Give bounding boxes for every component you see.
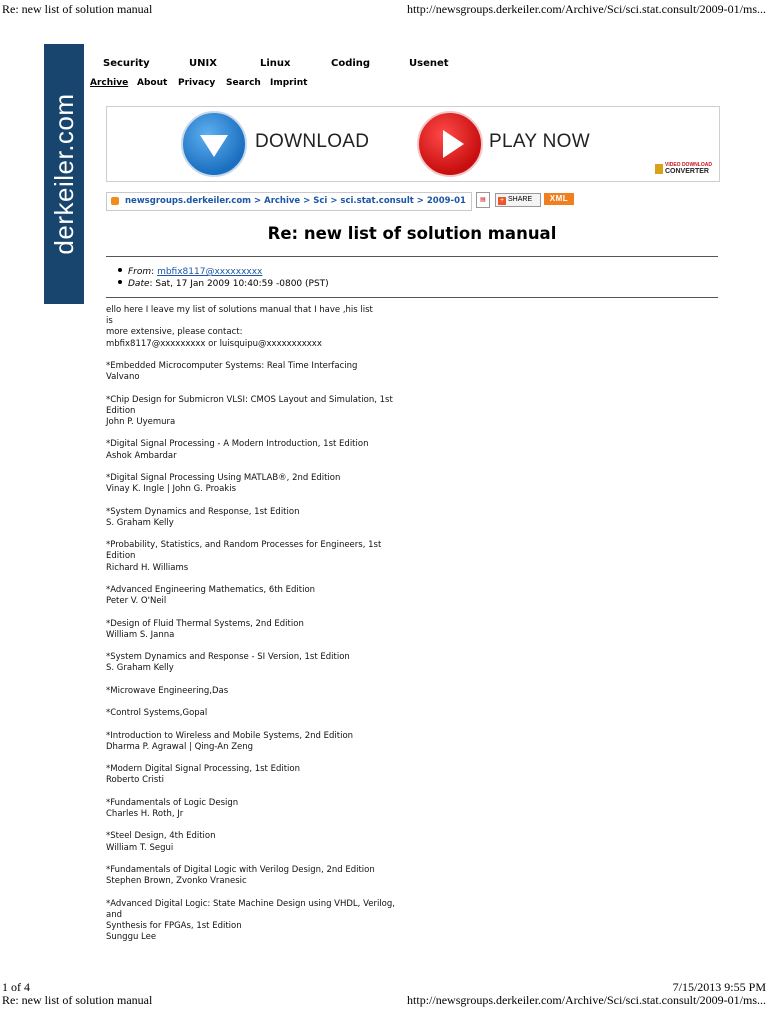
divider [106, 297, 718, 298]
download-arrow-icon[interactable] [181, 111, 247, 177]
from-email-link[interactable]: mbfix8117@xxxxxxxxx [157, 267, 263, 277]
play-icon[interactable] [417, 111, 483, 177]
plus-icon: + [499, 197, 505, 204]
list-item: *Embedded Microcomputer Systems: Real Time Interfacing Valvano [106, 361, 358, 383]
list-item: *Steel Design, 4th Edition William T. Segui [106, 831, 216, 853]
nav-usenet[interactable]: Usenet [409, 58, 449, 69]
print-footer [0, 980, 768, 1020]
subnav-imprint[interactable]: Imprint [270, 78, 308, 88]
list-item: *Fundamentals of Logic Design Charles H. Roth, Jr [106, 797, 239, 819]
list-item: *Chip Design for Submicron VLSI: CMOS Layout and Simulation, 1st Edition John P. Uyemura [106, 394, 393, 427]
print-footer-url: http://newsgroups.derkeiler.com/Archive/Sci/sci.stat.consult/2009-01/ms... [407, 993, 766, 1007]
site-logo-sidebar[interactable] [44, 44, 84, 304]
download-label[interactable]: DOWNLOAD [255, 131, 370, 152]
breadcrumb-group[interactable]: sci.stat.consult [340, 196, 414, 206]
meta-from: From: mbfix8117@xxxxxxxxx [118, 267, 262, 277]
subnav-archive[interactable]: Archive [90, 78, 129, 88]
subnav-search[interactable]: Search [226, 78, 261, 88]
pdf-icon[interactable]: ▤ [476, 192, 490, 208]
list-item: *Digital Signal Processing Using MATLAB®, 2nd Edition Vinay K. Ingle | John G. Proakis [106, 472, 341, 495]
site-logo-text: derkeiler.com [49, 93, 79, 255]
list-item: *System Dynamics and Response, 1st Edition S. Graham Kelly [106, 506, 300, 528]
list-item: *Control Systems,Gopal [106, 708, 208, 719]
page-title: Re: new list of solution manual [267, 224, 557, 243]
meta-date: Date: Sat, 17 Jan 2009 10:40:59 -0800 (PST) [118, 279, 329, 289]
list-item: *Modern Digital Signal Processing, 1st Edition Roberto Cristi [106, 764, 300, 786]
breadcrumb-month[interactable]: 2009-01 [426, 196, 466, 206]
list-item: *Introduction to Wireless and Mobile Systems, 2nd Edition Dharma P. Agrawal | Qing-An Zeng [106, 730, 354, 752]
breadcrumb-archive[interactable]: Archive [264, 196, 301, 206]
xml-feed-button[interactable]: XML [544, 193, 574, 205]
list-item: *Advanced Digital Logic: State Machine Design using VHDL, Verilog, and Synthesis for FPGAs, 1st Edition Sunggu Lee [106, 898, 395, 943]
subnav-about[interactable]: About [137, 78, 168, 88]
breadcrumb-sci[interactable]: Sci [313, 196, 328, 206]
list-item: *Advanced Engineering Mathematics, 6th Edition Peter V. O'Neil [106, 584, 316, 607]
nav-linux[interactable]: Linux [260, 58, 291, 69]
print-header [0, 2, 768, 18]
nav-unix[interactable]: UNIX [189, 58, 217, 69]
print-header-url: http://newsgroups.derkeiler.com/Archive/Sci/sci.stat.consult/2009-01/ms... [407, 2, 766, 16]
breadcrumb-home[interactable]: newsgroups.derkeiler.com [125, 196, 252, 206]
subnav-privacy[interactable]: Privacy [178, 78, 216, 88]
video-converter-logo: VIDEO DOWNLOAD CONVERTER [655, 162, 715, 176]
print-header-title: Re: new list of solution manual [2, 2, 153, 16]
rss-icon[interactable] [111, 197, 119, 205]
message-body [106, 305, 706, 955]
list-item: *Design of Fluid Thermal Systems, 2nd Edition William S. Janna [106, 618, 304, 640]
list-item: *Fundamentals of Digital Logic with Verilog Design, 2nd Edition Stephen Brown, Zvonko Vranesic [106, 864, 375, 887]
nav-coding[interactable]: Coding [331, 58, 371, 69]
ad-banner[interactable] [106, 106, 720, 182]
list-item: *Probability, Statistics, and Random Processes for Engineers, 1st Edition Richard H. Williams [106, 540, 382, 573]
date-value: Sat, 17 Jan 2009 10:40:59 -0800 (PST) [155, 279, 329, 289]
converter-badge-icon [655, 164, 663, 174]
list-item: *Digital Signal Processing - A Modern Introduction, 1st Edition Ashok Ambardar [106, 439, 369, 461]
print-footer-title: Re: new list of solution manual [2, 993, 153, 1007]
divider [106, 256, 718, 257]
list-item: *System Dynamics and Response - SI Version, 1st Edition S. Graham Kelly [106, 652, 350, 674]
print-datetime: 7/15/2013 9:55 PM [672, 980, 766, 994]
play-now-label[interactable]: PLAY NOW [489, 131, 590, 152]
nav-security[interactable]: Security [103, 58, 150, 69]
intro-paragraph: ello here I leave my list of solutions manual that I have ,his list is more extensive, please contact: mbfix8117@xxxxxxxxx or luisquipu@xxxxxxxxxxx [106, 305, 373, 349]
share-button[interactable]: + SHARE [495, 193, 541, 207]
list-item: *Microwave Engineering,Das [106, 685, 229, 696]
page-number: 1 of 4 [2, 980, 30, 994]
breadcrumb: newsgroups.derkeiler.com > Archive > Sci > sci.stat.consult > 2009-01 [106, 192, 472, 211]
